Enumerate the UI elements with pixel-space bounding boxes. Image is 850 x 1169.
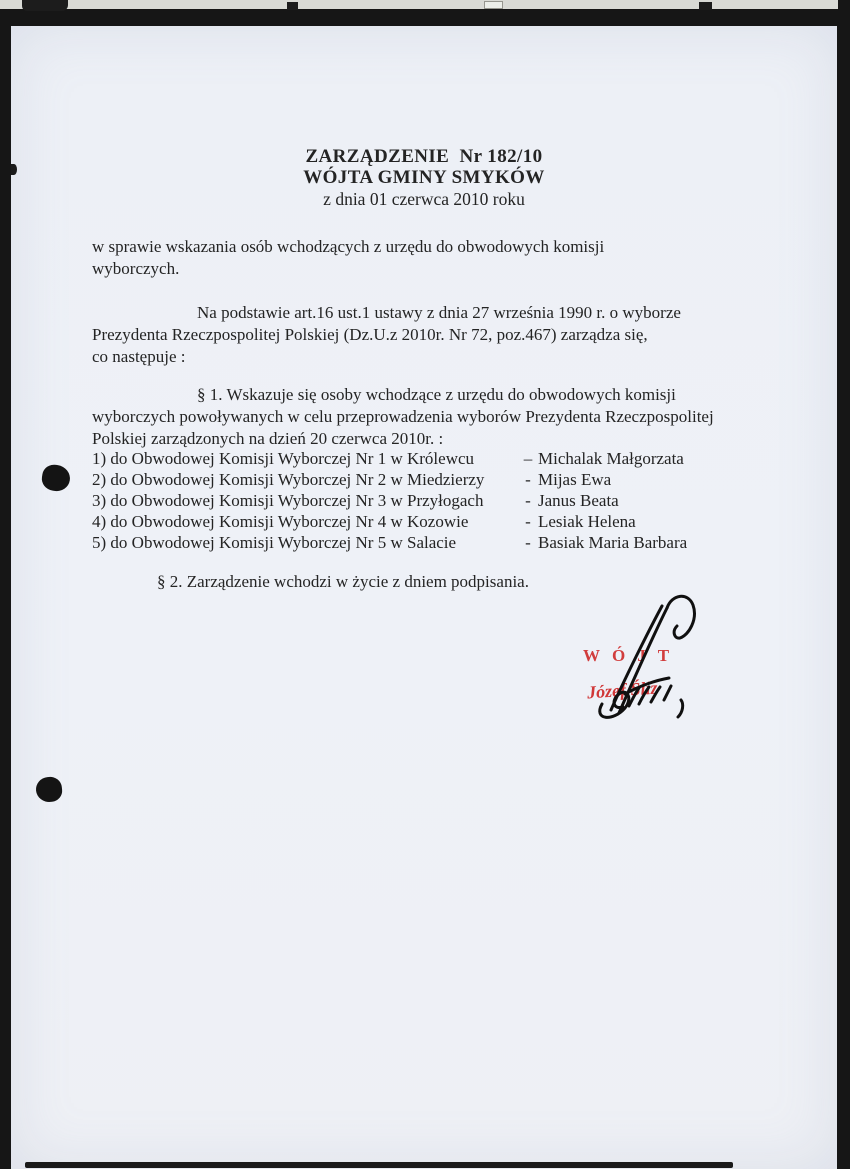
wojt-stamp-signer-name: Józef Śliz <box>586 677 659 703</box>
section-1-paragraph <box>92 384 714 450</box>
commission-member: Basiak Maria Barbara <box>538 533 688 552</box>
commission-entry: 2) do Obwodowej Komisji Wyborczej Nr 2 w Miedzierzy <box>92 470 485 489</box>
document-page <box>11 26 837 1169</box>
commission-entry: 5) do Obwodowej Komisji Wyborczej Nr 5 w Salacie <box>92 533 457 552</box>
separator-dash: - <box>525 533 531 552</box>
legal-basis-line: co następuje : <box>92 347 186 366</box>
binder-clip-mark <box>22 0 68 11</box>
commission-member: Janus Beata <box>538 491 619 510</box>
commission-list <box>92 448 687 553</box>
scan-mark <box>287 2 298 10</box>
scan-edge-notch <box>11 164 17 175</box>
separator-dash: – <box>523 449 533 468</box>
commission-member: Michalak Małgorzata <box>538 449 684 468</box>
wojt-stamp-title: WÓJT <box>583 646 682 665</box>
scan-mark-bottom <box>25 1162 733 1168</box>
ordinance-number-title: ZARZĄDZENIE Nr 182/10 <box>305 146 543 167</box>
scan-mark-light <box>484 1 503 9</box>
legal-basis-paragraph <box>92 302 681 368</box>
commission-list-item <box>92 490 687 511</box>
document-heading <box>11 146 837 210</box>
issuing-authority-title: WÓJTA GMINY SMYKÓW <box>303 167 545 188</box>
subject-paragraph <box>92 236 604 280</box>
ordinance-date: z dnia 01 czerwca 2010 roku <box>323 189 525 209</box>
separator-dash: - <box>525 470 531 489</box>
commission-list-item <box>92 469 687 490</box>
commission-list-item <box>92 511 687 532</box>
separator-dash: - <box>525 491 531 510</box>
commission-member: Mijas Ewa <box>538 470 612 489</box>
legal-basis-line: Prezydenta Rzeczpospolitej Polskiej (Dz.U.z 2010r. Nr 72, poz.467) zarządza się, <box>92 325 648 344</box>
subject-line: w sprawie wskazania osób wchodzących z urzędu do obwodowych komisji <box>92 237 605 256</box>
commission-list-item <box>92 448 687 469</box>
commission-member: Lesiak Helena <box>538 512 636 531</box>
section-1-line: Polskiej zarządzonych na dzień 20 czerwca 2010r. : <box>92 429 444 448</box>
commission-list-item <box>92 532 687 553</box>
legal-basis-line: Na podstawie art.16 ust.1 ustawy z dnia 27 września 1990 r. o wyborze <box>197 303 681 322</box>
commission-entry: 1) do Obwodowej Komisji Wyborczej Nr 1 w Królewcu <box>92 449 475 468</box>
commission-entry: 3) do Obwodowej Komisji Wyborczej Nr 3 w Przyłogach <box>92 491 484 510</box>
scanner-edge-strip <box>0 0 838 9</box>
section-1-line: § 1. Wskazuje się osoby wchodzące z urzędu do obwodowych komisji <box>197 385 676 404</box>
section-1-line: wyborczych powoływanych w celu przeprowadzenia wyborów Prezydenta Rzeczpospolitej <box>92 407 714 426</box>
signature-block <box>531 586 761 766</box>
separator-dash: - <box>525 512 531 531</box>
section-2-paragraph: § 2. Zarządzenie wchodzi w życie z dniem podpisania. <box>157 572 529 591</box>
handwritten-signature-scribble <box>569 592 729 732</box>
subject-line: wyborczych. <box>92 259 180 278</box>
scan-mark <box>699 2 712 10</box>
commission-entry: 4) do Obwodowej Komisji Wyborczej Nr 4 w Kozowie <box>92 512 469 531</box>
